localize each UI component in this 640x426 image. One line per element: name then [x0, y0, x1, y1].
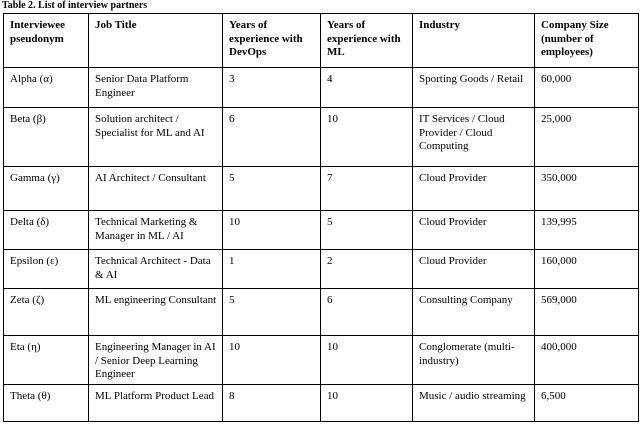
cell-industry: Cloud Provider [413, 167, 535, 211]
table-row-theta [4, 385, 639, 422]
cell-devops-years: 1 [223, 250, 321, 289]
table-row-gamma [4, 167, 639, 211]
table-row-alpha [4, 68, 639, 108]
cell-job-title: Solution architect / Specialist for ML and AI [89, 108, 223, 167]
cell-industry: IT Services / Cloud Provider / Cloud Computing [413, 108, 535, 167]
table-caption: Table 2. List of interview partners [2, 0, 148, 11]
cell-job-title: Senior Data Platform Engineer [89, 68, 223, 108]
cell-devops-years: 3 [223, 68, 321, 108]
cell-pseudonym: Eta (η) [4, 336, 89, 385]
cell-job-title: Engineering Manager in AI / Senior Deep Learning Engineer [89, 336, 223, 385]
cell-company-size: 6,500 [535, 385, 639, 422]
cell-pseudonym: Epsilon (ε) [4, 250, 89, 289]
cell-pseudonym: Delta (δ) [4, 211, 89, 250]
cell-job-title: AI Architect / Consultant [89, 167, 223, 211]
cell-company-size: 160,000 [535, 250, 639, 289]
cell-ml-years: 6 [321, 289, 413, 336]
cell-industry: Conglomerate (multi-industry) [413, 336, 535, 385]
cell-job-title: Technical Marketing & Manager in ML / AI [89, 211, 223, 250]
table-row-zeta [4, 289, 639, 336]
column-header-job-title: Job Title [89, 14, 223, 68]
table-row-epsilon [4, 250, 639, 289]
cell-company-size: 25,000 [535, 108, 639, 167]
cell-pseudonym: Theta (θ) [4, 385, 89, 422]
column-header-company-size: Company Size (number of employees) [535, 14, 639, 68]
cell-ml-years: 7 [321, 167, 413, 211]
table-row-beta [4, 108, 639, 167]
cell-ml-years: 5 [321, 211, 413, 250]
column-header-ml-experience: Years of experience with ML [321, 14, 413, 68]
cell-industry: Cloud Provider [413, 211, 535, 250]
cell-ml-years: 4 [321, 68, 413, 108]
interview-partners-table [3, 13, 639, 422]
cell-ml-years: 2 [321, 250, 413, 289]
cell-devops-years: 5 [223, 289, 321, 336]
cell-ml-years: 10 [321, 336, 413, 385]
cell-industry: Music / audio streaming [413, 385, 535, 422]
table-row-eta [4, 336, 639, 385]
cell-job-title: Technical Architect - Data & AI [89, 250, 223, 289]
cell-company-size: 569,000 [535, 289, 639, 336]
table-header [4, 14, 639, 68]
cell-job-title: ML engineering Consultant [89, 289, 223, 336]
cell-devops-years: 10 [223, 211, 321, 250]
cell-company-size: 139,995 [535, 211, 639, 250]
column-header-industry: Industry [413, 14, 535, 68]
cell-pseudonym: Gamma (γ) [4, 167, 89, 211]
cell-job-title: ML Platform Product Lead [89, 385, 223, 422]
cell-pseudonym: Beta (β) [4, 108, 89, 167]
column-header-devops-experience: Years of experience with DevOps [223, 14, 321, 68]
cell-devops-years: 10 [223, 336, 321, 385]
cell-ml-years: 10 [321, 108, 413, 167]
cell-company-size: 350,000 [535, 167, 639, 211]
cell-pseudonym: Alpha (α) [4, 68, 89, 108]
cell-company-size: 60,000 [535, 68, 639, 108]
cell-devops-years: 8 [223, 385, 321, 422]
table-row-delta [4, 211, 639, 250]
cell-devops-years: 5 [223, 167, 321, 211]
cell-industry: Consulting Company [413, 289, 535, 336]
table-body [4, 68, 639, 422]
column-header-interviewee-pseudonym: Interviewee pseudonym [4, 14, 89, 68]
cell-devops-years: 6 [223, 108, 321, 167]
header-row [4, 14, 639, 68]
cell-industry: Cloud Provider [413, 250, 535, 289]
cell-company-size: 400,000 [535, 336, 639, 385]
cell-pseudonym: Zeta (ζ) [4, 289, 89, 336]
cell-industry: Sporting Goods / Retail [413, 68, 535, 108]
cell-ml-years: 10 [321, 385, 413, 422]
